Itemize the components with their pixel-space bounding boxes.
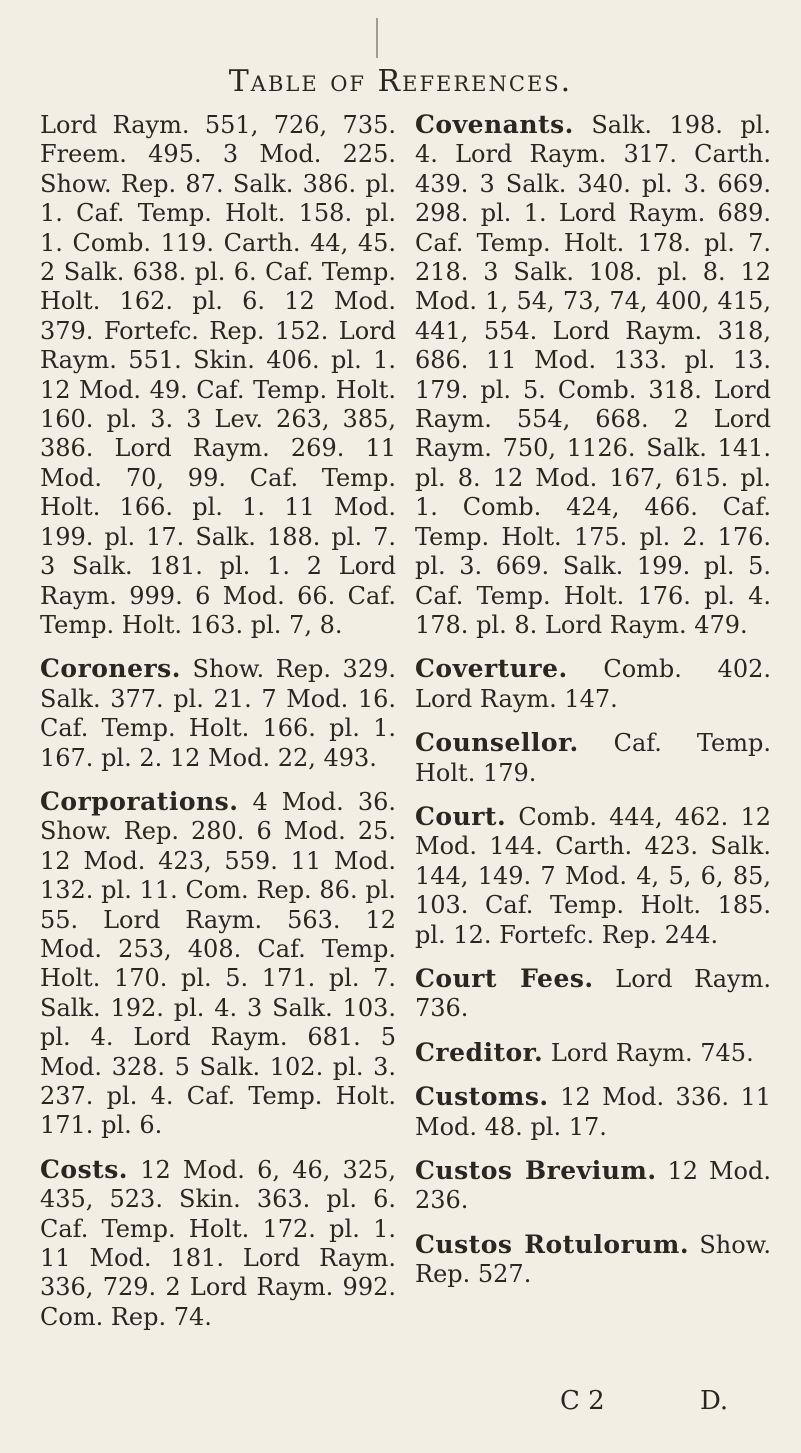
entry-text: 12 Mod. 336. 11 Mod. 48. pl. 17.	[415, 1083, 771, 1141]
entry-headword: Counsellor.	[415, 728, 579, 758]
entry-headword: Covenants.	[415, 110, 574, 139]
left-column	[40, 110, 396, 1346]
entry-headword: Costs.	[40, 1154, 128, 1184]
entry-headword: Court Fees.	[415, 963, 594, 993]
entry-text: Salk. 198. pl. 4. Lord Raym. 317. Carth. 439. 3 Salk. 340. pl. 3. 669. 298. pl. 1. Lord Raym. 689. Caf. Temp. Holt. 178. pl. 7. 218. 3 Salk. 108. pl. 8. 12 Mod. 1, 54, 73, 74, 400, 415, 441, 554. Lord Raym. 318, 686. 11 Mod. 133. pl. 13. 179. pl. 5. Comb. 318. Lord Raym. 554, 668. 2 Lord Raym. 750, 1126. Salk. 141. pl. 8. 12 Mod. 167, 615. pl. 1. Comb. 424, 466. Caf. Temp. Holt. 175. pl. 2. 176. pl. 3. 669. Salk. 199. pl. 5. Caf. Temp. Holt. 176. pl. 4. 178. pl. 8. Lord Raym. 479.	[415, 111, 771, 639]
entry-text: Show. Rep. 329. Salk. 377. pl. 21. 7 Mod. 16. Caf. Temp. Holt. 166. pl. 1. 167. pl. 2. 12 Mod. 22, 493.	[40, 655, 396, 772]
entry-text: 12 Mod. 6, 46, 325, 435, 523. Skin. 363. pl. 6. Caf. Temp. Holt. 172. pl. 1. 11 Mod. 181. Lord Raym. 336, 729. 2 Lord Raym. 992. Com. Rep. 74.	[40, 1155, 396, 1331]
top-margin-mark	[376, 18, 378, 58]
entry-coroners	[40, 654, 396, 773]
entry-customs	[415, 1082, 771, 1142]
entry-court-fees	[415, 964, 771, 1024]
entry-text: Comb. 402. Lord Raym. 147.	[415, 655, 771, 713]
entry-text: Comb. 444, 462. 12 Mod. 144. Carth. 423. Salk. 144, 149. 7 Mod. 4, 5, 6, 85, 103. Caf. Temp. Holt. 185. pl. 12. Fortefc. Rep. 244.	[415, 802, 771, 949]
entry-text: 12 Mod. 236.	[415, 1157, 771, 1215]
right-column	[415, 110, 771, 1304]
entry-counsellor	[415, 728, 771, 788]
entry-court	[415, 802, 771, 950]
entry-corporations	[40, 787, 396, 1141]
entry-headword: Coverture.	[415, 654, 568, 684]
entry-headword: Corporations.	[40, 786, 239, 816]
entry-text: Caf. Temp. Holt. 179.	[415, 729, 771, 787]
entry-costs	[40, 1155, 396, 1332]
entry-headword: Custos Brevium.	[415, 1156, 657, 1185]
entry-continuation	[40, 110, 396, 640]
entry-text: Show. Rep. 527.	[415, 1230, 771, 1289]
catchword: D.	[700, 1386, 729, 1416]
entry-text: Lord Raym. 551, 726, 735. Freem. 495. 3 Mod. 225. Show. Rep. 87. Salk. 386. pl. 1. Caf. Temp. Holt. 158. pl. 1. Comb. 119. Carth. 44, 45. 2 Salk. 638. pl. 6. Caf. Temp. Holt. 162. pl. 6. 12 Mod. 379. Fortefc. Rep. 152. Lord Raym. 551. Skin. 406. pl. 1. 12 Mod. 49. Caf. Temp. Holt. 160. pl. 3. 3 Lev. 263, 385, 386. Lord Raym. 269. 11 Mod. 70, 99. Caf. Temp. Holt. 166. pl. 1. 11 Mod. 199. pl. 17. Salk. 188. pl. 7. 3 Salk. 181. pl. 1. 2 Lord Raym. 999. 6 Mod. 66. Caf. Temp. Holt. 163. pl. 7, 8.	[40, 111, 396, 639]
entry-text: Lord Raym. 745.	[550, 1038, 754, 1067]
entry-text: Lord Raym. 736.	[415, 964, 771, 1023]
entry-text: 4 Mod. 36. Show. Rep. 280. 6 Mod. 25. 12 Mod. 423, 559. 11 Mod. 132. pl. 11. Com. Rep. 86. pl. 55. Lord Raym. 563. 12 Mod. 253, 408. Caf. Temp. Holt. 170. pl. 5. 171. pl. 7. Salk. 192. pl. 4. 3 Salk. 103. pl. 4. Lord Raym. 681. 5 Mod. 328. 5 Salk. 102. pl. 3. 237. pl. 4. Caf. Temp. Holt. 171. pl. 6.	[40, 787, 396, 1140]
entry-headword: Court.	[415, 801, 507, 831]
entry-custos-brevium	[415, 1156, 771, 1216]
entry-creditor	[415, 1038, 771, 1068]
entry-headword: Custos Rotulorum.	[415, 1229, 690, 1259]
page-title: Table of References.	[228, 64, 573, 99]
entry-headword: Coroners.	[40, 654, 181, 684]
signature-mark: C 2	[560, 1386, 605, 1416]
entry-custos-rotulorum	[415, 1230, 771, 1290]
entry-covenants	[415, 110, 771, 640]
entry-coverture	[415, 654, 771, 714]
entry-headword: Creditor.	[415, 1037, 544, 1067]
entry-headword: Customs.	[415, 1082, 549, 1112]
